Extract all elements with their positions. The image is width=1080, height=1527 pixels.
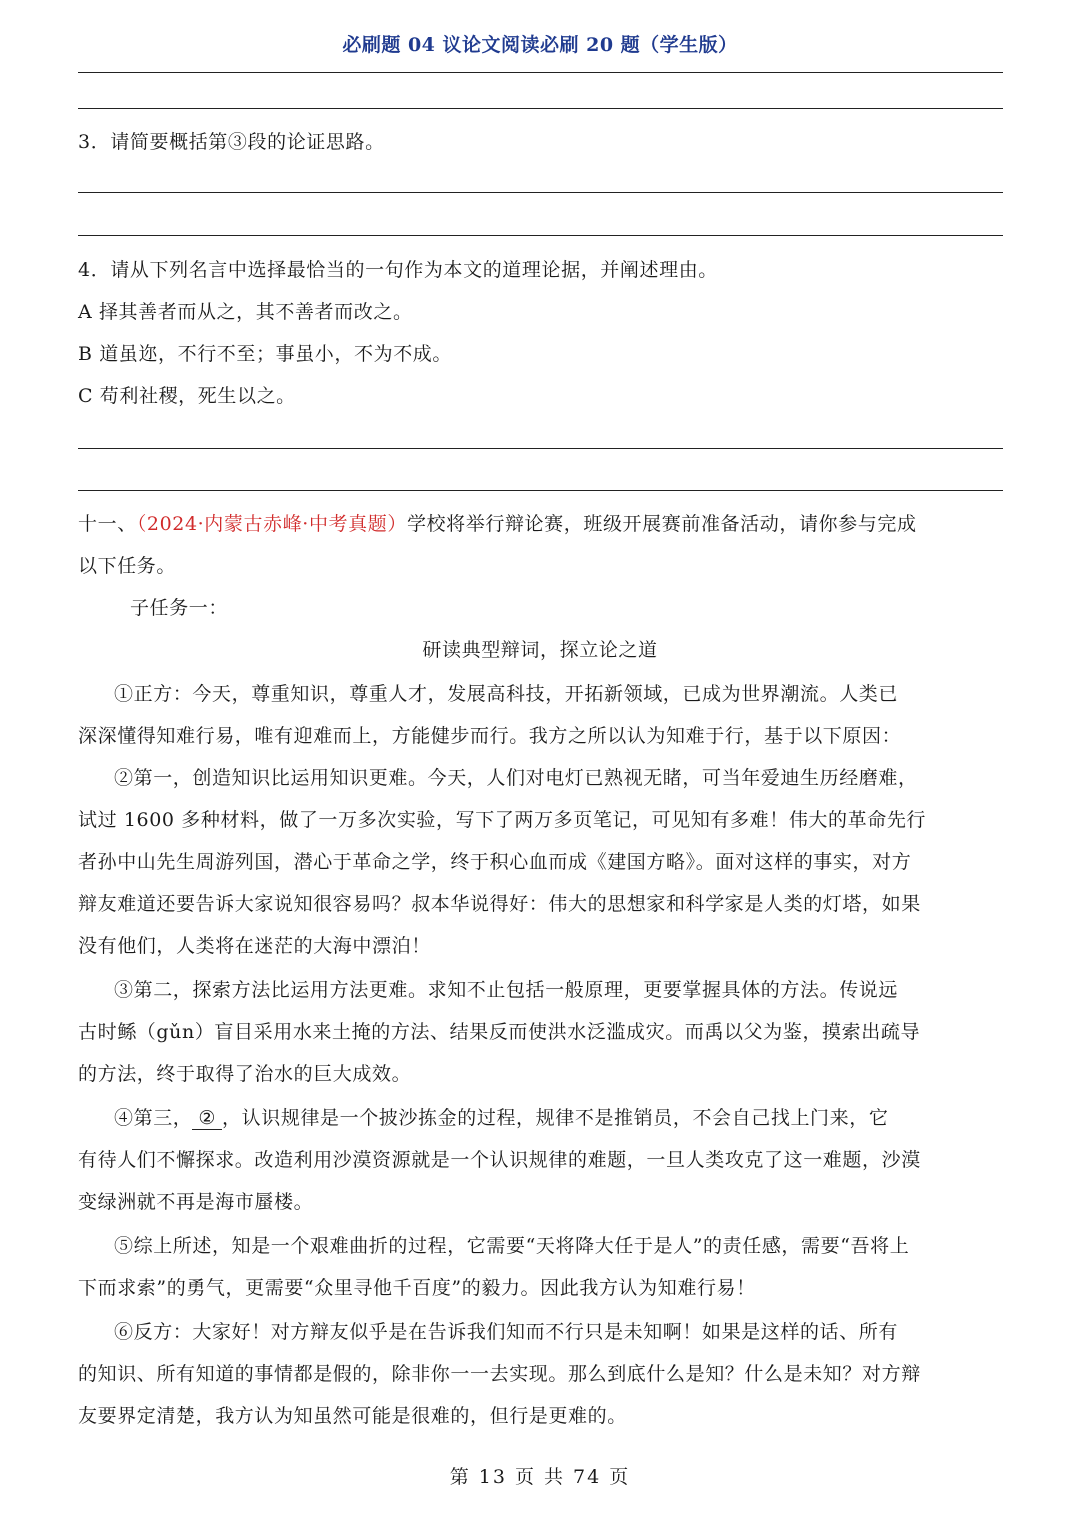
paragraph-line: 的知识、所有知道的事情都是假的，除非你一一去实现。那么到底什么是知？什么是未知？对方辩 — [78, 1363, 921, 1385]
question-4: 4．请从下列名言中选择最恰当的一句作为本文的道理论据，并阐述理由。 — [78, 259, 718, 281]
subtask-title: 研读典型辩词，探立论之道 — [422, 639, 658, 661]
answer-line — [78, 490, 1003, 491]
paragraph-line: ②第一，创造知识比运用知识更难。今天，人们对电灯已熟视无睹，可当年爱迪生历经磨难， — [114, 767, 918, 789]
paragraph-line: 古时鲧（gǔn）盲目采用水来土掩的方法、结果反而使洪水泛滥成灾。而禹以父为鉴，摸索出疏导 — [78, 1021, 921, 1043]
paragraph-line: 下而求索”的勇气，更需要“众里寻他千百度”的毅力。因此我方认为知难行易！ — [78, 1277, 756, 1299]
paragraph-line: 友要界定清楚，我方认为知虽然可能是很难的，但行是更难的。 — [78, 1405, 627, 1427]
paragraph-line: 没有他们，人类将在迷茫的大海中漂泊！ — [78, 935, 431, 957]
page-header-title: 必刷题 04 议论文阅读必刷 20 题（学生版） — [342, 34, 738, 56]
answer-line — [78, 448, 1003, 449]
option-b: B 道虽迩，不行不至；事虽小，不为不成。 — [78, 343, 453, 365]
paragraph-text: ④第三， — [114, 1107, 193, 1129]
answer-line — [78, 108, 1003, 109]
option-a: A 择其善者而从之，其不善者而改之。 — [78, 301, 413, 323]
paragraph-line: 的方法，终于取得了治水的巨大成效。 — [78, 1063, 412, 1085]
section-intro-text: 学校将举行辩论赛，班级开展赛前准备活动，请你参与完成 — [406, 513, 917, 535]
paragraph-line: 变绿洲就不再是海市蜃楼。 — [78, 1191, 314, 1213]
paragraph-line: ③第二，探索方法比运用方法更难。求知不止包括一般原理，更要掌握具体的方法。传说远 — [114, 979, 899, 1001]
paragraph-line: ⑤综上所述，知是一个艰难曲折的过程，它需要“天将降大任于是人”的责任感，需要“吾将上 — [114, 1235, 910, 1257]
paragraph-line: ⑥反方：大家好！对方辩友似乎是在告诉我们知而不行只是未知啊！如果是这样的话、所有 — [114, 1321, 899, 1343]
subtask-label: 子任务一： — [130, 597, 229, 619]
paragraph-line: 深深懂得知难行易，唯有迎难而上，方能健步而行。我方之所以认为知难于行，基于以下原因： — [78, 725, 902, 747]
paragraph-line: 试过 1600 多种材料，做了一万多次实验，写下了两万多页笔记，可见知有多难！伟大的革命先行 — [78, 809, 927, 831]
header-rule — [78, 72, 1003, 73]
paragraph-line: 有待人们不懈探求。改造利用沙漠资源就是一个认识规律的难题，一旦人类攻克了这一难题，沙漠 — [78, 1149, 921, 1171]
section-11-intro — [78, 510, 1003, 538]
option-c: C 苟利社稷，死生以之。 — [78, 385, 296, 407]
section-11-intro-cont: 以下任务。 — [78, 555, 177, 577]
section-source: （2024·内蒙古赤峰·中考真题） — [136, 513, 407, 535]
section-number: 十一、 — [78, 513, 137, 535]
paragraph-line — [114, 1104, 1003, 1132]
question-3: 3．请简要概括第③段的论证思路。 — [78, 131, 385, 153]
page-footer: 第 13 页 共 74 页 — [449, 1466, 631, 1488]
paragraph-line: 者孙中山先生周游列国，潜心于革命之学，终于积心血而成《建国方略》。面对这样的事实，对方 — [78, 851, 912, 873]
paragraph-text: ，认识规律是一个披沙拣金的过程，规律不是推销员，不会自己找上门来，它 — [222, 1107, 889, 1129]
answer-line — [78, 235, 1003, 236]
paragraph-line: ①正方：今天，尊重知识，尊重人才，发展高科技，开拓新领域，已成为世界潮流。人类已 — [114, 683, 899, 705]
fill-in-blank-2: ② — [192, 1107, 222, 1130]
paragraph-line: 辩友难道还要告诉大家说知很容易吗？叔本华说得好：伟大的思想家和科学家是人类的灯塔，如果 — [78, 893, 921, 915]
answer-line — [78, 192, 1003, 193]
